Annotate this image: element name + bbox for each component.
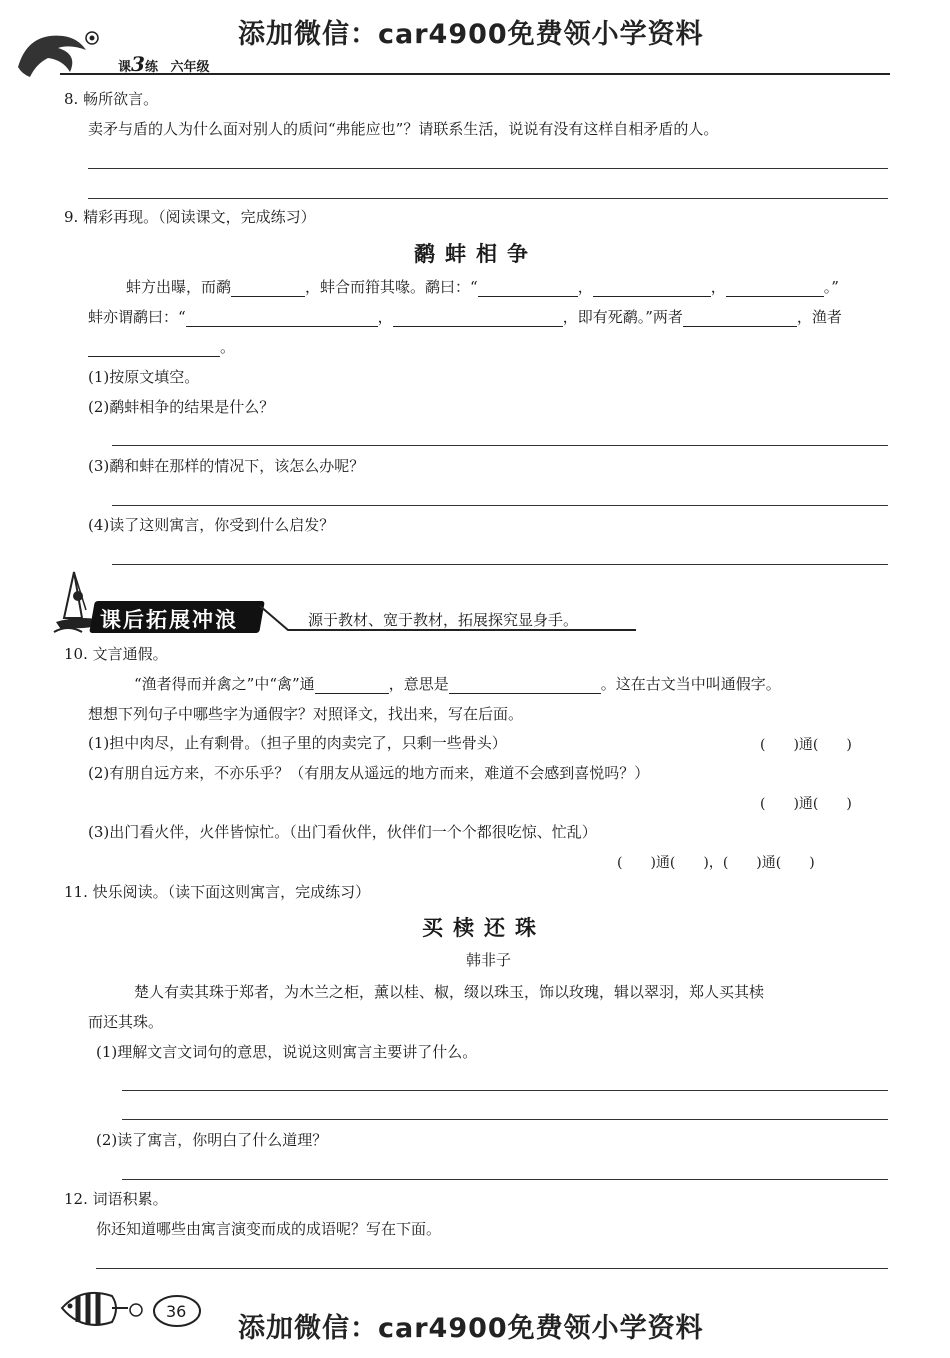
q9-passage-line1: 蚌方出曝，而鹬 ，蚌合而箝其喙。鹬曰：“ ， ， 。” xyxy=(126,278,839,296)
q11-sub1: (1)理解文言文词句的意思，说说这则寓言主要讲了什么。 xyxy=(96,1043,478,1061)
q9-sub3: (3)鹬和蚌在那样的情况下，该怎么办呢？ xyxy=(88,457,365,475)
q9-sub2: (2)鹬蚌相争的结果是什么？ xyxy=(88,398,275,416)
q9-blank[interactable] xyxy=(231,278,305,297)
q12-text: 你还知道哪些由寓言演变而成的成语呢？写在下面。 xyxy=(96,1220,442,1238)
q9-blank[interactable] xyxy=(593,278,711,297)
q11-title: 11. 快乐阅读。（读下面这则寓言，完成练习） xyxy=(64,883,371,901)
q9-blank[interactable] xyxy=(478,278,578,297)
q9-blank[interactable] xyxy=(88,338,220,357)
q10-answer-blank[interactable]: ( )通( ) xyxy=(760,737,852,753)
q11-answer-line[interactable] xyxy=(122,1119,888,1120)
q11-answer-line[interactable] xyxy=(122,1179,888,1180)
q9-blank[interactable] xyxy=(683,308,797,327)
q11-answer-line[interactable] xyxy=(122,1090,888,1091)
fish-icon xyxy=(56,1284,146,1334)
q10-title: 10. 文言通假。 xyxy=(64,645,168,663)
q9-passage-line2: 蚌亦谓鹬曰：“ ， ，即有死鹬。”两者 ，渔者 xyxy=(88,308,842,326)
q11-sub2: (2)读了寓言，你明白了什么道理？ xyxy=(96,1131,328,1149)
q10-s3: (3)出门看火伴，火伴皆惊忙。（出门看伙伴，伙伴们一个个都很吃惊、忙乱） xyxy=(88,823,597,841)
q9-title: 9. 精彩再现。（阅读课文，完成练习） xyxy=(64,208,316,226)
q8-text: 卖矛与盾的人为什么面对别人的质问“弗能应也”？请联系生活，说说有没有这样自相矛盾的人。 xyxy=(88,120,719,138)
q9-sub1: (1)按原文填空。 xyxy=(88,368,200,386)
q10-line2: 想想下列句子中哪些字为通假字？对照译文，找出来，写在后面。 xyxy=(88,705,524,723)
q10-blank[interactable] xyxy=(449,675,601,694)
q9-story-title: 鹬蚌相争 xyxy=(414,241,538,266)
q11-story-title: 买椟还珠 xyxy=(422,915,546,940)
q12-title: 12. 词语积累。 xyxy=(64,1190,168,1208)
q8-answer-line[interactable] xyxy=(88,168,888,169)
banner-slogan: 源于教材、宽于教材，拓展探究显身手。 xyxy=(308,611,579,629)
q11-author: 韩非子 xyxy=(466,951,512,969)
q10-line1: “渔者得而并禽之”中“禽”通 ，意思是 。这在古文当中叫通假字。 xyxy=(134,675,781,693)
lesson-label: 课3练 六年级 xyxy=(118,52,210,76)
q8-title: 8. 畅所欲言。 xyxy=(64,90,159,108)
q10-s1: (1)担中肉尽，止有剩骨。（担子里的肉卖完了，只剩一些骨头） xyxy=(88,734,507,752)
header-watermark: 添加微信：car4900免费领小学资料 xyxy=(238,19,704,50)
q9-blank[interactable] xyxy=(186,308,378,327)
q10-answer-blank[interactable]: ( )通( )，( )通( ) xyxy=(617,855,815,871)
q9-answer-line[interactable] xyxy=(112,505,888,506)
page-number: 36 xyxy=(166,1302,187,1321)
q10-s2: (2)有朋自远方来，不亦乐乎？（有朋友从遥远的地方而来，难道不会感到喜悦吗？） xyxy=(88,764,650,782)
q9-answer-line[interactable] xyxy=(112,564,888,565)
q9-sub4: (4)读了这则寓言，你受到什么启发？ xyxy=(88,516,335,534)
q10-answer-blank[interactable]: ( )通( ) xyxy=(760,796,852,812)
q11-passage-line1: 楚人有卖其珠于郑者，为木兰之柜，薰以桂、椒，缀以珠玉，饰以玫瑰，辑以翠羽，郑人买其椟 xyxy=(134,983,765,1001)
banner-label: 课后拓展冲浪 xyxy=(100,608,238,632)
q9-answer-line[interactable] xyxy=(112,445,888,446)
q9-blank[interactable] xyxy=(393,308,563,327)
q9-blank[interactable] xyxy=(726,278,824,297)
q10-blank[interactable] xyxy=(315,675,389,694)
footer-watermark: 添加微信：car4900免费领小学资料 xyxy=(238,1313,704,1344)
q11-passage-line2: 而还其珠。 xyxy=(88,1013,164,1031)
q9-passage-line3: 。 xyxy=(88,336,235,357)
q12-answer-line[interactable] xyxy=(96,1268,888,1269)
q8-answer-line[interactable] xyxy=(88,198,888,199)
